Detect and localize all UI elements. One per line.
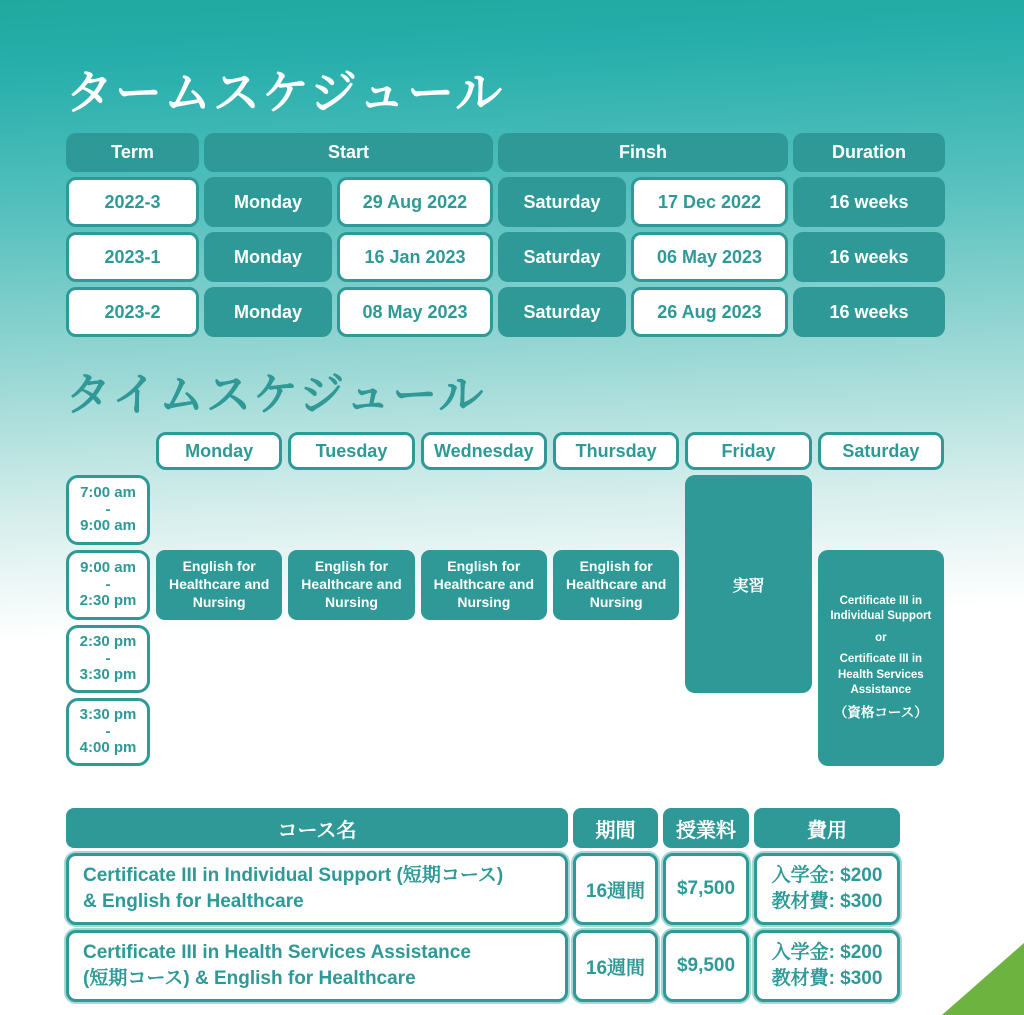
green-corner-triangle: [942, 943, 1024, 1015]
time-slot-separator: -: [105, 500, 111, 518]
course-fees-cell: [754, 853, 900, 925]
time-slot-end: 2:30 pm: [79, 592, 137, 610]
time-slot-start: 7:00 am: [80, 483, 136, 501]
duration-cell: 16 weeks: [793, 232, 945, 282]
finish-date-cell: 17 Dec 2022: [631, 177, 788, 227]
day-header-monday: Monday: [156, 432, 282, 470]
certificate-or: or: [875, 631, 887, 644]
course-name-line-2: (短期コース) & English for Healthcare: [83, 968, 416, 989]
finish-day-cell: Saturday: [498, 287, 626, 337]
course-tuition-cell: $9,500: [663, 930, 749, 1002]
time-slot-separator: -: [105, 575, 111, 593]
start-day-cell: Monday: [204, 232, 332, 282]
start-date-cell: 16 Jan 2023: [337, 232, 493, 282]
certificate-option-1: Certificate III in Individual Support: [830, 594, 932, 623]
time-slot-2: [66, 550, 150, 620]
term-table-header-start: Start: [204, 133, 493, 172]
certificate-block-saturday: [818, 550, 944, 766]
time-slot-end: 3:30 pm: [79, 666, 137, 684]
finish-day-cell: Saturday: [498, 177, 626, 227]
term-cell: 2022-3: [66, 177, 199, 227]
term-cell: 2023-1: [66, 232, 199, 282]
course-name-line-2: & English for Healthcare: [83, 891, 304, 912]
term-table: [66, 133, 945, 337]
start-day-cell: Monday: [204, 287, 332, 337]
day-header-saturday: Saturday: [818, 432, 944, 470]
time-slot-start: 2:30 pm: [79, 632, 137, 650]
practicum-block-friday: 実習: [685, 475, 811, 693]
time-slot-separator: -: [105, 722, 111, 740]
fee-enrollment: 入学金: $200: [771, 865, 883, 887]
time-slot-3: [66, 625, 150, 693]
day-header-friday: Friday: [685, 432, 811, 470]
course-table-header-period: 期間: [573, 808, 658, 848]
finish-day-cell: Saturday: [498, 232, 626, 282]
course-period-cell: 16週間: [573, 853, 658, 925]
start-date-cell: 29 Aug 2022: [337, 177, 493, 227]
course-table-header-name: コース名: [66, 808, 568, 848]
duration-cell: 16 weeks: [793, 177, 945, 227]
class-block-tuesday: English for Healthcare and Nursing: [288, 550, 414, 620]
term-table-header-finish: Finsh: [498, 133, 788, 172]
day-header-thursday: Thursday: [553, 432, 679, 470]
course-name-cell: [66, 853, 568, 925]
time-table: [66, 432, 944, 766]
day-header-wednesday: Wednesday: [421, 432, 547, 470]
finish-date-cell: 06 May 2023: [631, 232, 788, 282]
time-slot-separator: -: [105, 649, 111, 667]
course-period-cell: 16週間: [573, 930, 658, 1002]
course-table-header-tuition: 授業料: [663, 808, 749, 848]
term-table-header-term: Term: [66, 133, 199, 172]
course-tuition-cell: $7,500: [663, 853, 749, 925]
class-block-thursday: English for Healthcare and Nursing: [553, 550, 679, 620]
fee-enrollment: 入学金: $200: [771, 942, 883, 964]
time-slot-1: [66, 475, 150, 545]
class-block-wednesday: English for Healthcare and Nursing: [421, 550, 547, 620]
course-name-cell: [66, 930, 568, 1002]
start-date-cell: 08 May 2023: [337, 287, 493, 337]
course-name-line-1: Certificate III in Individual Support (短期コース): [83, 865, 504, 887]
time-slot-end: 9:00 am: [80, 517, 136, 535]
time-schedule-title: タイムスケジュール: [66, 369, 486, 420]
class-block-monday: English for Healthcare and Nursing: [156, 550, 282, 620]
start-day-cell: Monday: [204, 177, 332, 227]
day-header-tuesday: Tuesday: [288, 432, 414, 470]
time-slot-start: 3:30 pm: [79, 705, 137, 723]
course-fees-cell: [754, 930, 900, 1002]
time-slot-end: 4:00 pm: [79, 739, 137, 757]
course-name-line-1: Certificate III in Health Services Assistance: [83, 942, 471, 964]
course-table: [66, 808, 900, 1002]
term-cell: 2023-2: [66, 287, 199, 337]
term-table-header-duration: Duration: [793, 133, 945, 172]
certificate-option-2: Certificate III in Health Services Assistance: [837, 653, 924, 697]
duration-cell: 16 weeks: [793, 287, 945, 337]
certificate-course-note: （資格コース）: [833, 704, 928, 720]
finish-date-cell: 26 Aug 2023: [631, 287, 788, 337]
time-slot-4: [66, 698, 150, 766]
fee-materials: 教材費: $300: [771, 968, 883, 989]
course-table-header-fees: 費用: [754, 808, 900, 848]
term-schedule-title: タームスケジュール: [66, 66, 505, 119]
time-slot-start: 9:00 am: [80, 558, 136, 576]
fee-materials: 教材費: $300: [771, 891, 883, 912]
